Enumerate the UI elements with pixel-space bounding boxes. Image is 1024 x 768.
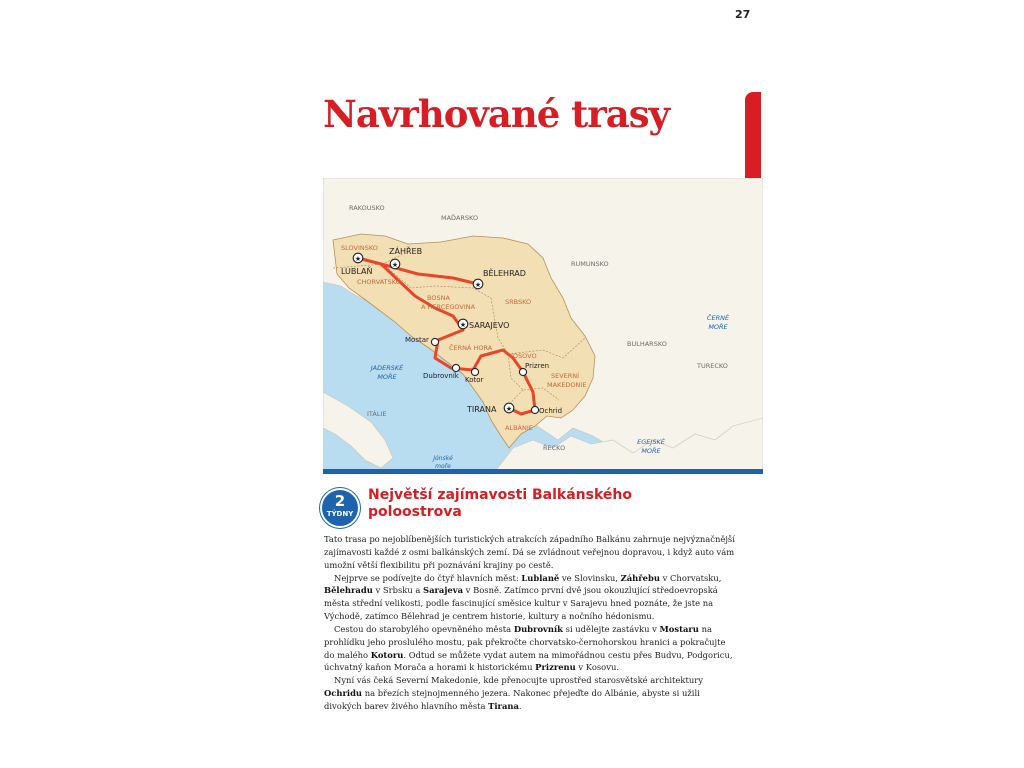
route-map <box>323 178 763 474</box>
label-bosna-1: BOSNA <box>427 294 450 302</box>
text-run: Cestou do starobylého opevněného města <box>334 623 514 634</box>
text-run: v Kosovu. <box>575 662 620 673</box>
highlight-place: Mostaru <box>659 623 699 634</box>
capital-marker-sarajevo <box>458 319 468 329</box>
text-run: Tato trasa po nejoblíbenějších turistických atrakcích západního Balkánu zahrnuje nejvýznačnější zajímavosti každé z osmi balkánských zemí. Dá se zvládnout veřejnou dopravou, i když auto vám umožní větší flexibilitu při poznávání krajiny po cestě. <box>324 534 735 570</box>
label-chorvatsko: CHORVATSKO <box>357 278 401 286</box>
city-label-mostar: Mostar <box>405 336 429 344</box>
label-turecko: TURECKO <box>697 362 728 370</box>
capital-marker-tirana <box>504 403 514 413</box>
city-label-sarajevo: SARAJEVO <box>469 321 510 330</box>
page-number: 27 <box>735 8 751 21</box>
itinerary-title: Největší zajímavosti Balkánského poloostrova <box>368 487 632 520</box>
itinerary-description <box>324 533 736 713</box>
label-jaderske-1: JADERSKÉ <box>370 364 404 372</box>
map-bottom-rule <box>323 469 763 474</box>
text-run: v Bosně. Zatímco první dvě jsou okouzlující středoevropská města střední velikosti, podle fascinující směsice kultur v Sarajevu hned poznáte, že jste na Východě, zatímco Bělehrad je centrem historie, kultury a nočního hédonismu. <box>324 585 718 622</box>
city-label-tirana: TIRANA <box>467 405 497 414</box>
text-run: . <box>518 700 522 711</box>
duration-number: 2 <box>334 492 346 510</box>
label-cerna-hora: ČERNÁ HORA <box>449 344 493 352</box>
label-albanie: ALBÁNIE <box>505 424 533 432</box>
town-marker-mostar <box>431 338 438 345</box>
label-bosna-2: A HERCEGOVINA <box>421 303 476 311</box>
town-marker-ochrid <box>531 406 538 413</box>
label-egejske-1: EGEJSKÉ <box>637 438 665 446</box>
city-label-belehrad: BĚLEHRAD <box>483 269 526 278</box>
highlight-place: Tirana <box>488 700 519 711</box>
svg-text:★: ★ <box>474 281 482 289</box>
duration-badge <box>320 488 360 528</box>
paragraph-1 <box>324 533 736 572</box>
text-run: v Chorvatsku, <box>659 572 722 583</box>
label-rakousko: RAKOUSKO <box>349 204 385 212</box>
label-severni-1: SEVERNÍ <box>551 372 580 380</box>
label-rumunsko: RUMUNSKO <box>571 260 609 268</box>
svg-text:★: ★ <box>354 255 362 263</box>
town-marker-kotor <box>471 368 478 375</box>
text-run: Nyní vás čeká Severní Makedonie, kde přenocujte uprostřed starosvětské architektury <box>334 675 703 686</box>
city-label-dubrovnik: Dubrovník <box>423 372 459 380</box>
capital-marker-lublan <box>353 253 363 263</box>
text-run: na březích stejnojmenného jezera. Nakonec přejeďte do Albánie, abyste si užili divokých barev živého hlavního města <box>324 688 700 711</box>
city-label-prizren: Prizren <box>525 362 550 370</box>
map-svg <box>323 178 763 474</box>
city-label-ochrid: Ochrid <box>539 407 563 415</box>
highlight-place: Lublaně <box>521 572 560 583</box>
page-title: Navrhované trasy <box>323 92 670 136</box>
text-run: v Srbsku a <box>372 585 424 596</box>
label-recko: ŘECKO <box>543 444 566 452</box>
label-madarsko: MAĎARSKO <box>441 214 479 222</box>
label-jaderske-2: MOŘE <box>377 373 397 381</box>
label-cerne-1: ČERNÉ <box>706 314 730 322</box>
label-egejske-2: MOŘE <box>641 447 661 455</box>
label-jonske-2: moře <box>435 463 451 470</box>
highlight-place: Dubrovník <box>513 623 563 634</box>
svg-text:★: ★ <box>459 321 467 329</box>
text-run: . Odtud se můžete vydat autem na mimořádnou cestu přes Budvu, Podgoricu, úchvatný kaňon Morača a horami k historickému <box>324 649 733 673</box>
city-label-zahreb: ZÁHŘEB <box>389 247 423 256</box>
label-srbsko: SRBSKO <box>505 298 532 306</box>
paragraph-4 <box>324 674 736 713</box>
highlight-place: Bělehradu <box>324 585 373 596</box>
highlight-place: Prizrenu <box>535 662 576 673</box>
label-bulharsko: BULHARSKO <box>627 340 667 348</box>
label-kosovo: KOSOVO <box>509 352 537 360</box>
duration-unit: TÝDNY <box>326 510 354 518</box>
text-run: Nejprve se podívejte do čtyř hlavních měst: <box>334 572 522 583</box>
paragraph-3 <box>324 623 736 674</box>
capital-marker-belehrad <box>473 279 483 289</box>
capital-marker-zahreb <box>390 259 400 269</box>
label-severni-2: MAKEDONIE <box>547 381 587 389</box>
highlight-place: Kotoru <box>370 649 404 660</box>
text-run: si udělejte zastávku v <box>562 623 660 634</box>
label-jonske-1: Jónské <box>433 455 453 462</box>
text-run: ve Slovinsku, <box>559 572 621 583</box>
label-italie: ITÁLIE <box>367 410 387 418</box>
highlight-place: Záhřebu <box>620 572 660 583</box>
label-cerne-2: MOŘE <box>708 323 728 331</box>
city-label-kotor: Kotor <box>465 376 484 384</box>
paragraph-2 <box>324 572 736 623</box>
svg-text:★: ★ <box>391 261 399 269</box>
town-marker-dubrovnik <box>452 364 459 371</box>
city-label-lublan: LUBLAŇ <box>341 267 373 276</box>
label-slovinsko: SLOVINSKO <box>341 244 378 252</box>
svg-text:★: ★ <box>505 405 513 413</box>
text-run: na prohlídku jeho proslulého mostu, pak překročte chorvatsko-černohorskou hranici a pokračujte do malého <box>324 623 726 660</box>
highlight-place: Ochridu <box>324 688 363 699</box>
highlight-place: Sarajeva <box>423 585 464 596</box>
